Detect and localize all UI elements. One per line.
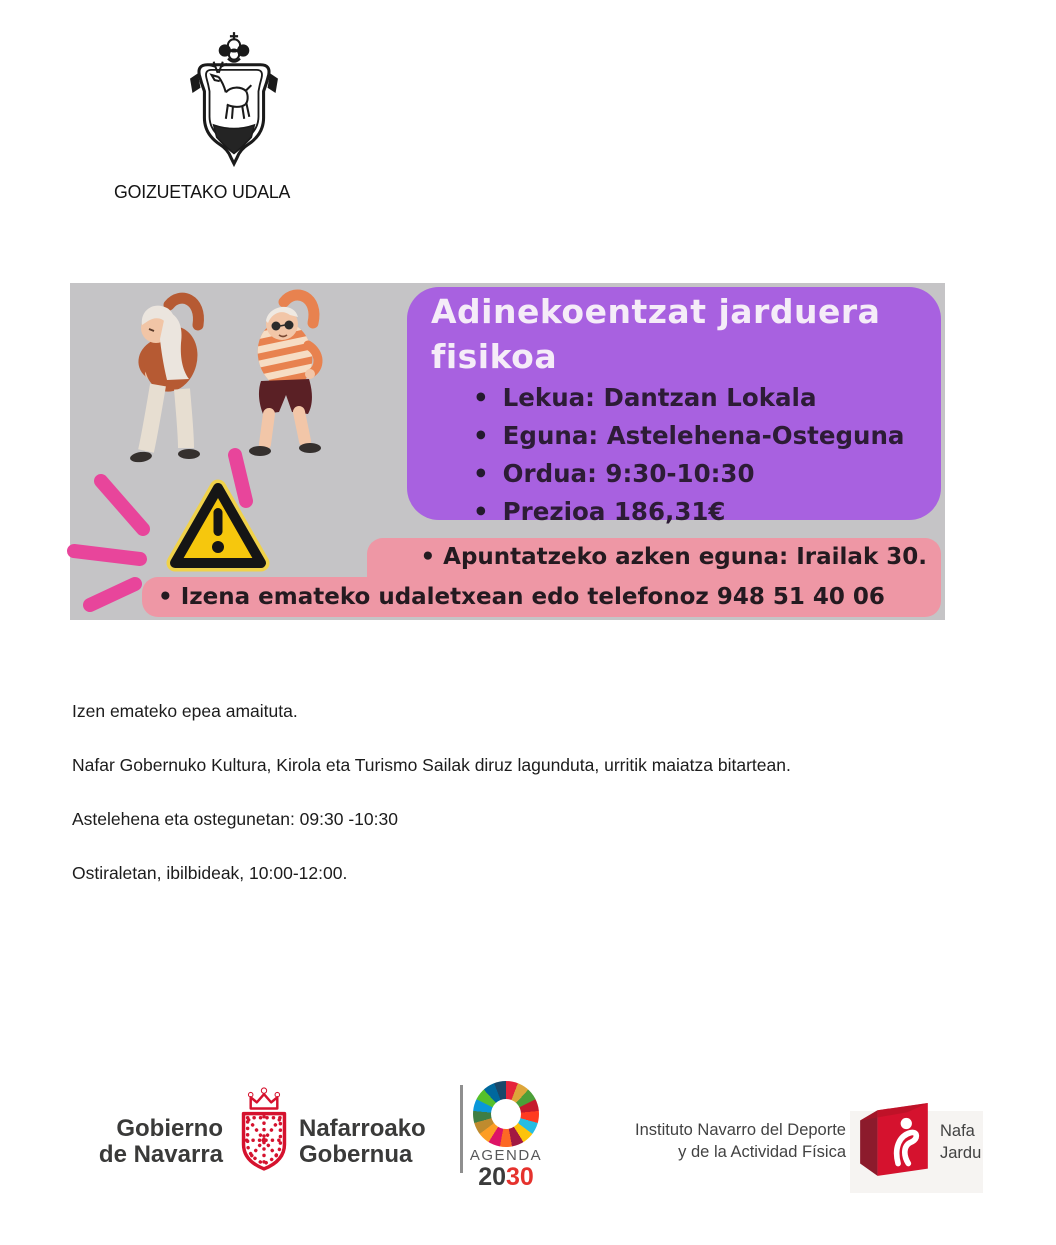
- gobierno-de-navarra-label: Gobierno de Navarra: [98, 1115, 223, 1168]
- agenda-year-red: 30: [506, 1163, 534, 1191]
- sdg-wheel-icon: [473, 1081, 539, 1147]
- flyer-details-list: [473, 379, 904, 531]
- paragraph-schedule-fridays: Ostiraletan, ibilbideak, 10:00-12:00.: [72, 863, 348, 883]
- paragraph-funding: Nafar Gobernuko Kultura, Kirola eta Turismo Sailak diruz lagunduta, urritik maiatza bitartean.: [72, 755, 791, 775]
- coat-of-arms-goizueta: [183, 28, 285, 176]
- nafarroako-gobernua-label: Nafarroako Gobernua: [299, 1115, 426, 1168]
- navarra-shield-icon: [237, 1086, 291, 1174]
- paragraph-registration-closed: Izen emateko epea amaituta.: [72, 701, 298, 721]
- flyer-signup-banner: • Izena emateko udaletxean edo telefonoz 948 51 40 06: [142, 577, 941, 617]
- flyer-detail-price: • Prezioa 186,31€: [473, 493, 904, 531]
- flyer-info-panel: [407, 287, 941, 526]
- indaf-cube-icon: [859, 1102, 931, 1182]
- elderly-man-figure: [245, 295, 329, 456]
- flyer-detail-location: • Lekua: Dantzan Lokala: [473, 379, 904, 417]
- agenda-year-clipped: [466, 1163, 546, 1191]
- flyer-title: Adinekoentzat jarduera fisikoa: [431, 292, 881, 376]
- agenda-year-dark: 20: [478, 1163, 506, 1191]
- sdg-wheel-center: [491, 1099, 521, 1129]
- municipality-name: GOIZUETAKO UDALA: [114, 181, 291, 202]
- partner-name-truncated: Nafa Jardu: [940, 1122, 982, 1162]
- paragraph-schedule-weekdays: Astelehena eta ostegunetan: 09:30 -10:30: [72, 809, 398, 829]
- flyer-detail-days: • Eguna: Astelehena-Osteguna: [473, 417, 904, 455]
- instituto-navarro-label: Instituto Navarro del Deporte y de la Actividad Física: [635, 1121, 846, 1161]
- flyer-detail-time: • Ordua: 9:30-10:30: [473, 455, 904, 493]
- agenda-label: AGENDA: [469, 1147, 543, 1164]
- footer-divider: [460, 1085, 463, 1173]
- flyer-deadline-banner: • Apuntatzeko azken eguna: Irailak 30.: [367, 538, 941, 577]
- elderly-woman-figure: [129, 298, 204, 463]
- flyer-image: [70, 283, 945, 620]
